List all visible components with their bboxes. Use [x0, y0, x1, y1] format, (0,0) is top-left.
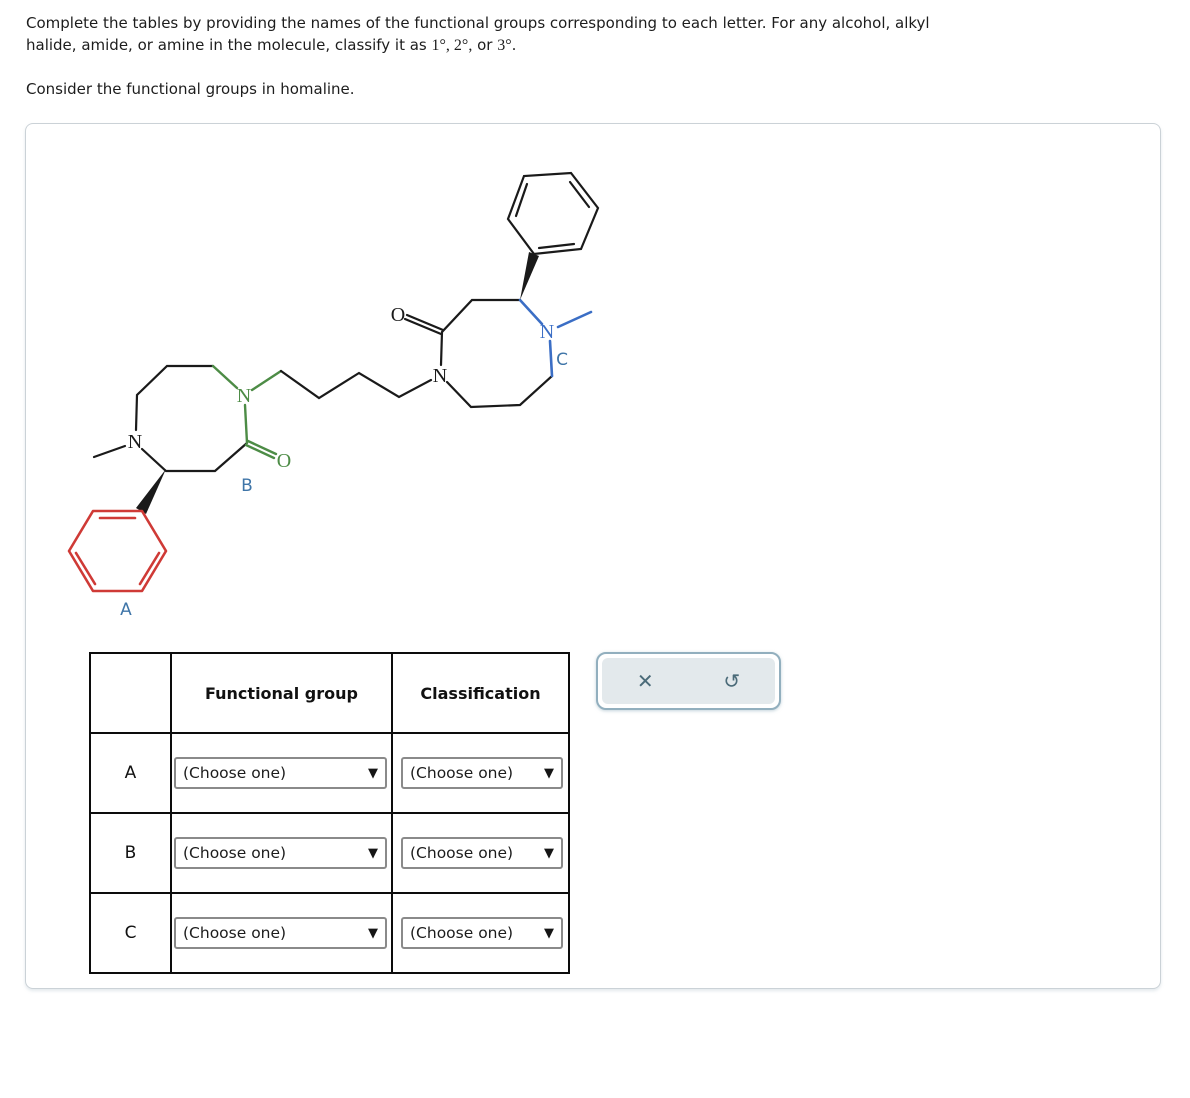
dropdown-arrow-icon: ▼: [544, 925, 554, 941]
classification-select-b[interactable]: (Choose one) ▼: [401, 837, 563, 869]
dropdown-arrow-icon: ▼: [544, 845, 554, 861]
dropdown-arrow-icon: ▼: [368, 765, 378, 781]
table-row-a: [90, 733, 569, 813]
dropdown-arrow-icon: ▼: [368, 925, 378, 941]
row-letter-b: B: [90, 813, 171, 893]
instruction-line-2: halide, amide, or amine in the molecule, classify it as 1°, 2°, or 3°.: [26, 36, 517, 54]
atom-label-n-left: N: [127, 431, 143, 453]
left-stereo-wedge-bond: [136, 469, 166, 514]
row-letter-a: A: [90, 733, 171, 813]
problem-panel: [25, 123, 1161, 989]
instruction-line-1: Complete the tables by providing the names of the functional groups corresponding to each letter. For any alcohol, alkyl: [26, 14, 930, 32]
functional-group-select-c[interactable]: (Choose one) ▼: [174, 917, 387, 949]
atom-label-n-right: N: [432, 365, 448, 387]
instruction-line-3: Consider the functional groups in homaline.: [26, 80, 355, 98]
phenyl-ring-a: [69, 511, 166, 591]
right-ring-bonds: [405, 300, 555, 407]
answer-controls-inner: [602, 658, 775, 704]
molecule-homaline: [41, 141, 621, 651]
functional-group-select-a[interactable]: (Choose one) ▼: [174, 757, 387, 789]
dropdown-arrow-icon: ▼: [368, 845, 378, 861]
undo-icon: ↺: [723, 669, 741, 693]
atom-label-o-green: O: [276, 450, 292, 472]
row-letter-c: C: [90, 893, 171, 973]
clear-icon: ✕: [636, 669, 654, 693]
table-row-b: [90, 813, 569, 893]
clear-button[interactable]: [637, 671, 654, 691]
dropdown-arrow-icon: ▼: [544, 765, 554, 781]
column-header-classification: Classification: [392, 653, 569, 733]
table-corner-cell: [90, 653, 171, 733]
group-label-c: C: [556, 350, 568, 370]
instructions-text: [26, 12, 930, 100]
amide-b-highlight: [213, 366, 281, 458]
atom-label-n-green: N: [236, 385, 252, 407]
butylene-chain-bonds: [281, 371, 431, 398]
atom-label-n-blue: N: [539, 321, 555, 343]
answers-table: [89, 652, 570, 974]
group-label-b: B: [241, 476, 253, 496]
classification-select-a[interactable]: (Choose one) ▼: [401, 757, 563, 789]
functional-group-select-b[interactable]: (Choose one) ▼: [174, 837, 387, 869]
atom-label-o-right: O: [390, 304, 406, 326]
group-label-a: A: [120, 600, 132, 620]
column-header-functional-group: Functional group: [171, 653, 392, 733]
left-ring-bonds: [94, 366, 247, 471]
right-stereo-wedge-bond: [520, 252, 539, 300]
phenyl-ring-right: [508, 173, 598, 254]
undo-button[interactable]: [723, 671, 740, 691]
answer-controls: [596, 652, 781, 710]
classification-select-c[interactable]: (Choose one) ▼: [401, 917, 563, 949]
table-row-c: [90, 893, 569, 973]
